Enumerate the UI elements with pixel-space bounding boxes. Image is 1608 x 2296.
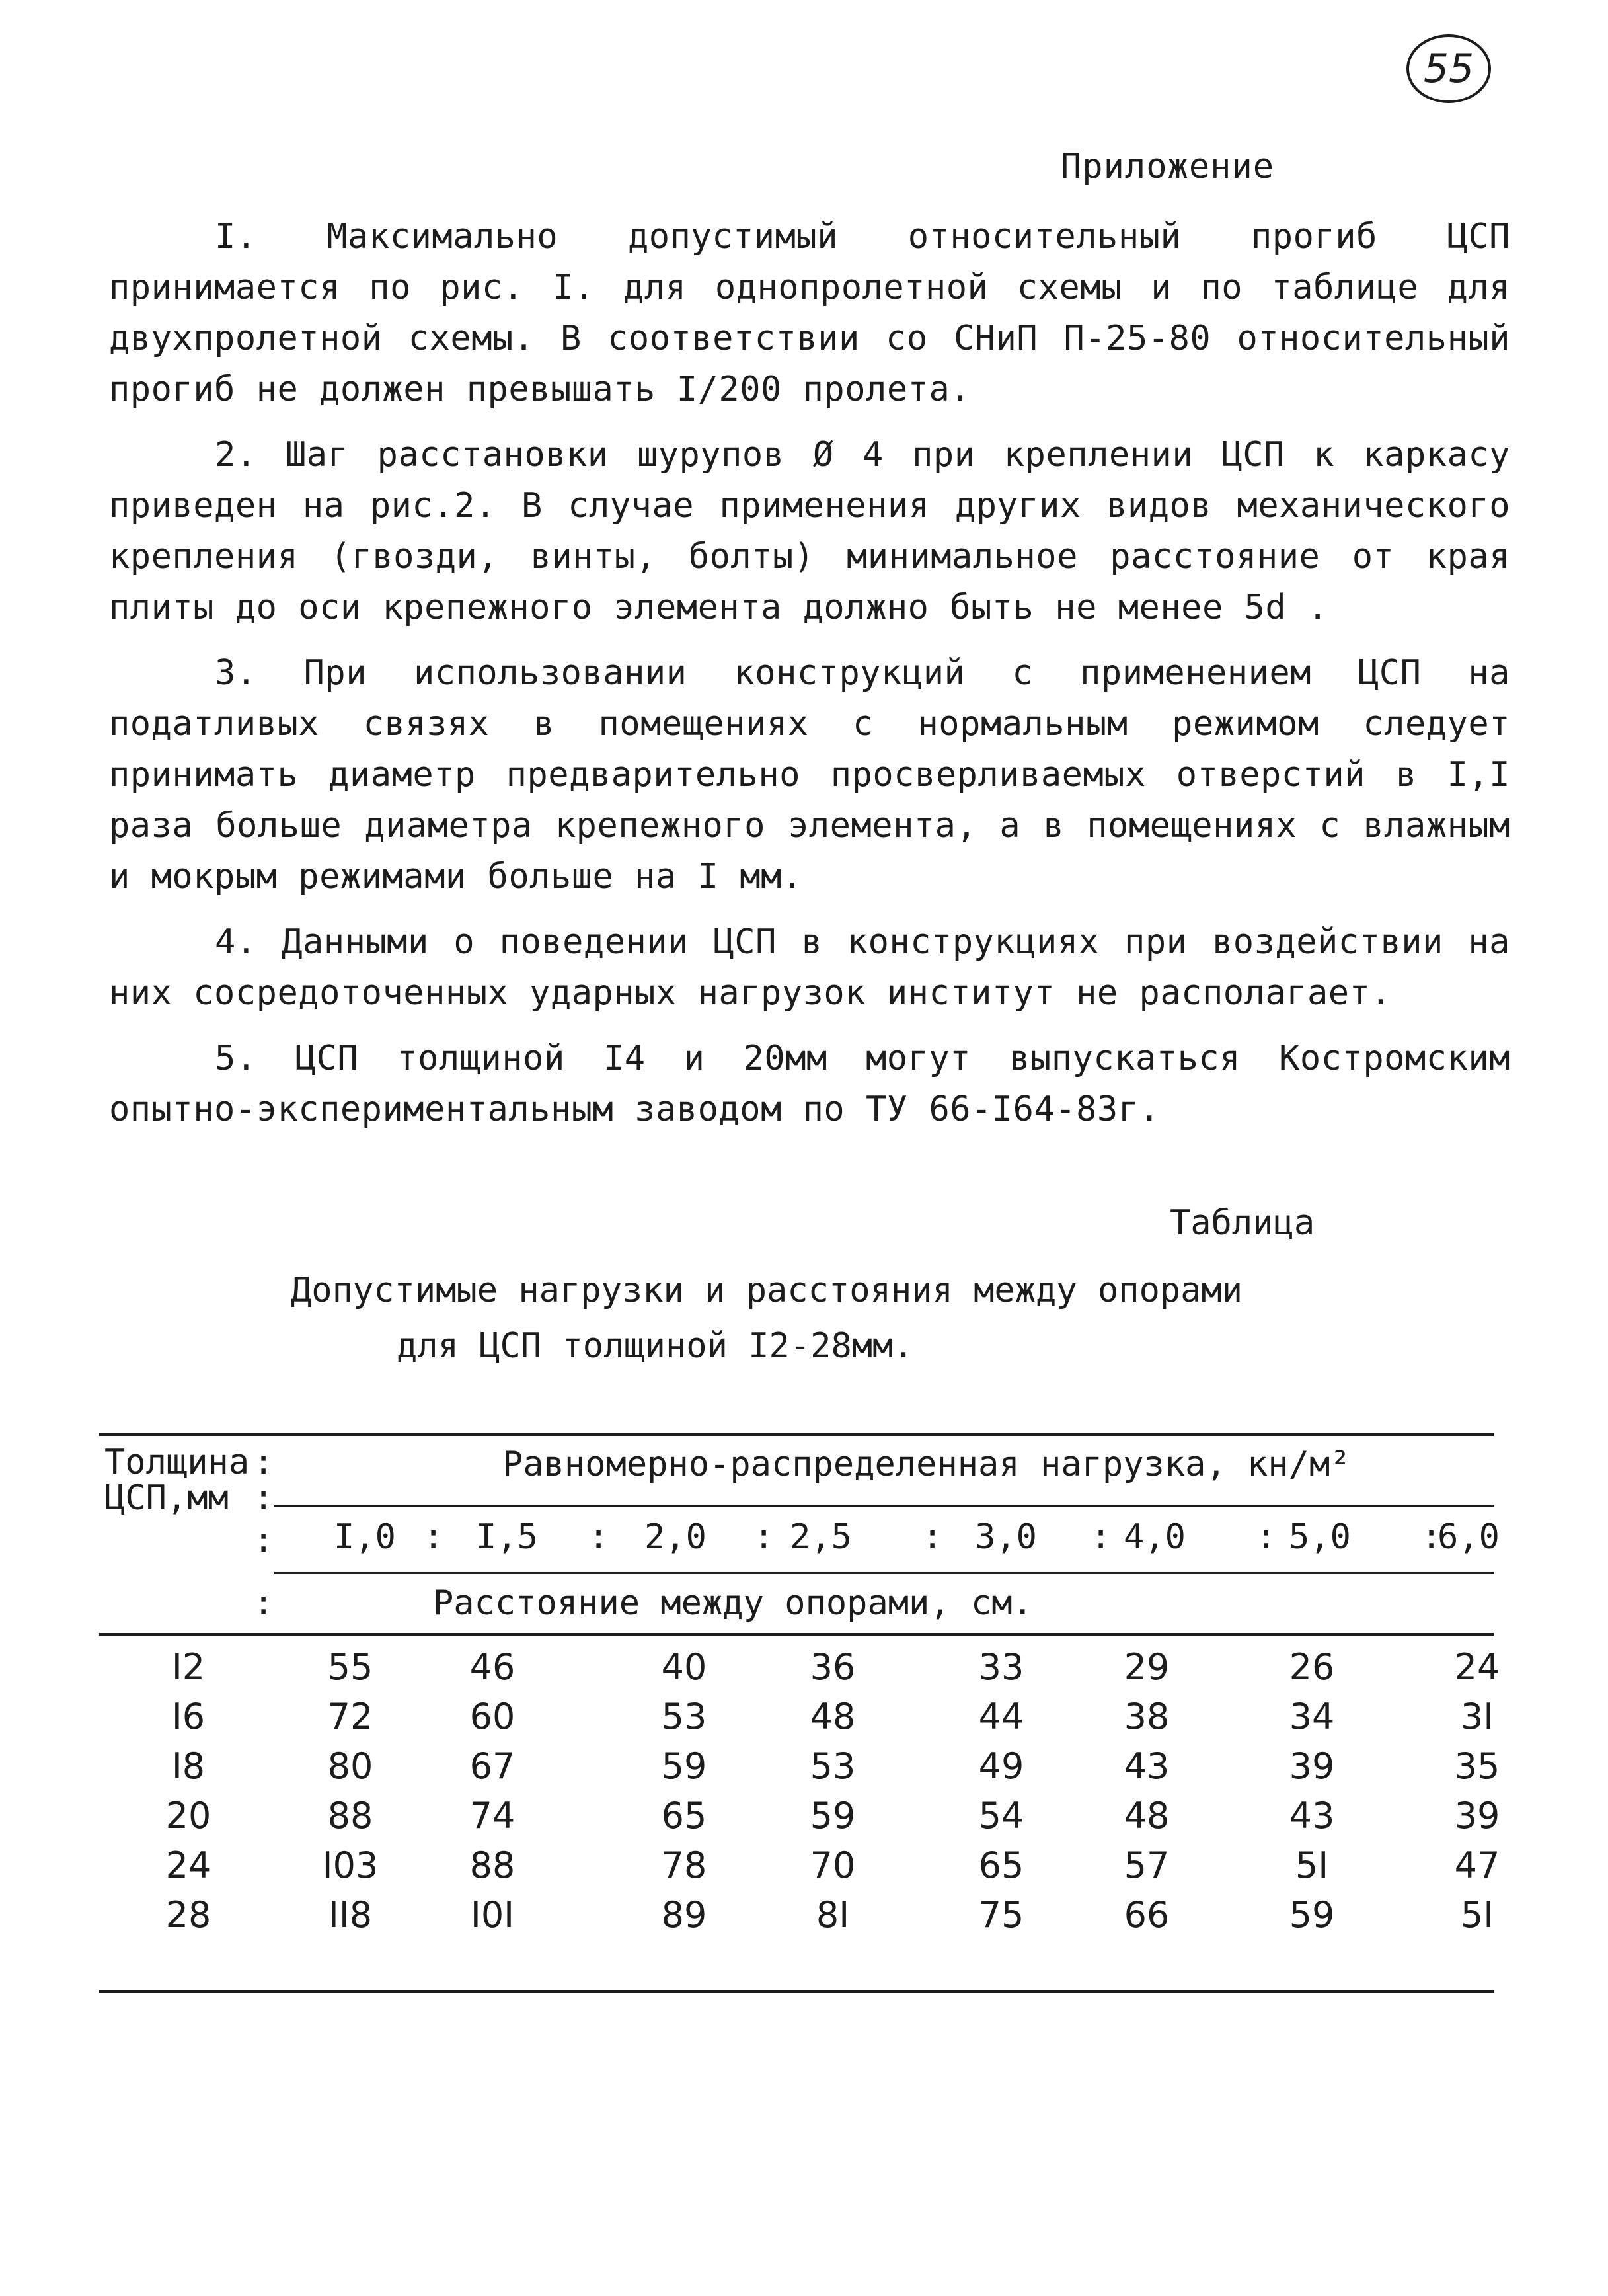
row-cell: 48 [1124, 1795, 1170, 1837]
row-cell: 5I [1295, 1844, 1329, 1886]
row-thickness: 28 [165, 1894, 211, 1936]
table-caption [291, 1263, 1348, 1374]
load-value-4: 2,5 [790, 1517, 852, 1557]
row-cell: 72 [327, 1696, 373, 1737]
row-cell: 49 [978, 1745, 1024, 1787]
load-value-1: I,0 [334, 1517, 396, 1557]
row-cell: 60 [469, 1696, 516, 1737]
table-caption-line-2: для ЦСП толщиной I2-28мм. [397, 1326, 914, 1366]
row-cell: II8 [328, 1894, 373, 1936]
table-body-rule [99, 1633, 1494, 1636]
load-separator: : [753, 1517, 775, 1557]
row-thickness: I2 [171, 1646, 206, 1688]
load-separator: : [1091, 1517, 1112, 1557]
table-top-rule [99, 1433, 1494, 1436]
row-cell: 43 [1124, 1745, 1170, 1787]
table-label: Таблица [1170, 1203, 1315, 1243]
thickness-header-line-2: ЦСП,мм [104, 1478, 229, 1518]
paragraph-3: 3. При использовании конструкций с применением ЦСП на податливых связях в помещениях с нормальным режимом следует принимать диаметр предварительно просверливаемых отверстий в I,I раза больше диаметра крепежного элемента, а в помещениях с влажным и мокрым режимами больше на I мм. [109, 653, 1510, 896]
row-cell: 39 [1454, 1795, 1500, 1837]
row-cell: 40 [661, 1646, 707, 1688]
row-cell: 48 [810, 1696, 856, 1737]
row-cell: 44 [978, 1696, 1024, 1737]
row-cell: 47 [1454, 1844, 1500, 1886]
row-cell: 53 [661, 1696, 707, 1737]
row-cell: 66 [1124, 1894, 1170, 1936]
row-cell: 67 [469, 1745, 516, 1787]
header-separator: : [253, 1583, 274, 1623]
row-cell: 24 [1454, 1646, 1500, 1688]
load-value-6: 4,0 [1124, 1517, 1186, 1557]
row-cell: 8I [816, 1894, 850, 1936]
row-cell: 78 [661, 1844, 707, 1886]
row-cell: 46 [469, 1646, 516, 1688]
row-cell: 59 [810, 1795, 856, 1837]
row-cell: 55 [327, 1646, 373, 1688]
row-cell: 29 [1124, 1646, 1170, 1688]
row-cell: 26 [1289, 1646, 1335, 1688]
table-caption-line-1: Допустимые нагрузки и расстояния между опорами [291, 1271, 1243, 1310]
paragraph-4: 4. Данными о поведении ЦСП в конструкциях при воздействии на них сосредоточенных ударных нагрузок институт не располагает. [109, 922, 1510, 1013]
load-value-3: 2,0 [644, 1517, 707, 1557]
paragraph-5: 5. ЦСП толщиной I4 и 20мм могут выпускаться Костромским опытно-экспериментальным заводом по ТУ 66-I64-83г. [109, 1039, 1510, 1129]
row-cell: 39 [1289, 1745, 1335, 1787]
distance-header: Расстояние между опорами, см. [433, 1583, 1033, 1623]
row-cell: 34 [1289, 1696, 1335, 1737]
appendix-text [109, 212, 1510, 1150]
load-value-5: 3,0 [975, 1517, 1037, 1557]
row-cell: 59 [661, 1745, 707, 1787]
paragraph-1: I. Максимально допустимый относительный прогиб ЦСП принимается по рис. I. для однопролетной схемы и по таблице для двухпролетной схемы. В соответствии со СНиП П-25-80 относительный прогиб не должен превышать I/200 пролета. [109, 217, 1510, 409]
row-cell: 75 [978, 1894, 1024, 1936]
row-thickness: 24 [165, 1844, 211, 1886]
paragraph-2: 2. Шаг расстановки шурупов Ø 4 при креплении ЦСП к каркасу приведен на рис.2. В случае применения других видов механического крепления (гвозди, винты, болты) минимальное расстояние от кpая плиты до оси крепежного элемента должно быть не менее 5d . [109, 435, 1510, 627]
load-separator: : [423, 1517, 444, 1557]
header-separator: : [253, 1478, 274, 1518]
table-bottom-rule [99, 1990, 1494, 1993]
load-separator: : [1256, 1517, 1277, 1557]
row-cell: 35 [1454, 1745, 1500, 1787]
row-cell: 74 [469, 1795, 516, 1837]
row-cell: 36 [810, 1646, 856, 1688]
row-cell: 53 [810, 1745, 856, 1787]
load-separator: : [922, 1517, 943, 1557]
row-cell: 38 [1124, 1696, 1170, 1737]
table-subheader-rule [274, 1572, 1494, 1574]
header-separator: : [253, 1443, 274, 1482]
row-cell: 65 [661, 1795, 707, 1837]
thickness-header-line-1: Толщина [104, 1443, 250, 1482]
page-number-text: 55 [1423, 46, 1474, 92]
page-number [1406, 34, 1491, 103]
row-cell: 33 [978, 1646, 1024, 1688]
row-cell: 43 [1289, 1795, 1335, 1837]
header-separator: : [253, 1521, 274, 1560]
row-cell: 5I [1460, 1894, 1494, 1936]
row-thickness: 20 [165, 1795, 211, 1837]
row-cell: 57 [1124, 1844, 1170, 1886]
row-cell: 88 [469, 1844, 516, 1886]
row-cell: I03 [322, 1844, 379, 1886]
load-value-8: 6,0 [1437, 1517, 1500, 1557]
row-cell: 80 [327, 1745, 373, 1787]
row-cell: 89 [661, 1894, 707, 1936]
row-cell: 88 [327, 1795, 373, 1837]
row-cell: 65 [978, 1844, 1024, 1886]
load-separator: : [1421, 1517, 1442, 1557]
load-header: Равномерно-распределенная нагрузка, кн/м² [502, 1445, 1351, 1484]
load-value-2: I,5 [476, 1517, 538, 1557]
row-cell: I0I [470, 1894, 515, 1936]
load-separator: : [588, 1517, 609, 1557]
row-cell: 54 [978, 1795, 1024, 1837]
row-cell: 3I [1460, 1696, 1494, 1737]
appendix-label: Приложение [1061, 147, 1275, 186]
row-cell: 59 [1289, 1894, 1335, 1936]
table-header-rule [274, 1505, 1494, 1507]
row-cell: 70 [810, 1844, 856, 1886]
load-value-7: 5,0 [1289, 1517, 1351, 1557]
row-thickness: I8 [171, 1745, 206, 1787]
row-thickness: I6 [171, 1696, 206, 1737]
